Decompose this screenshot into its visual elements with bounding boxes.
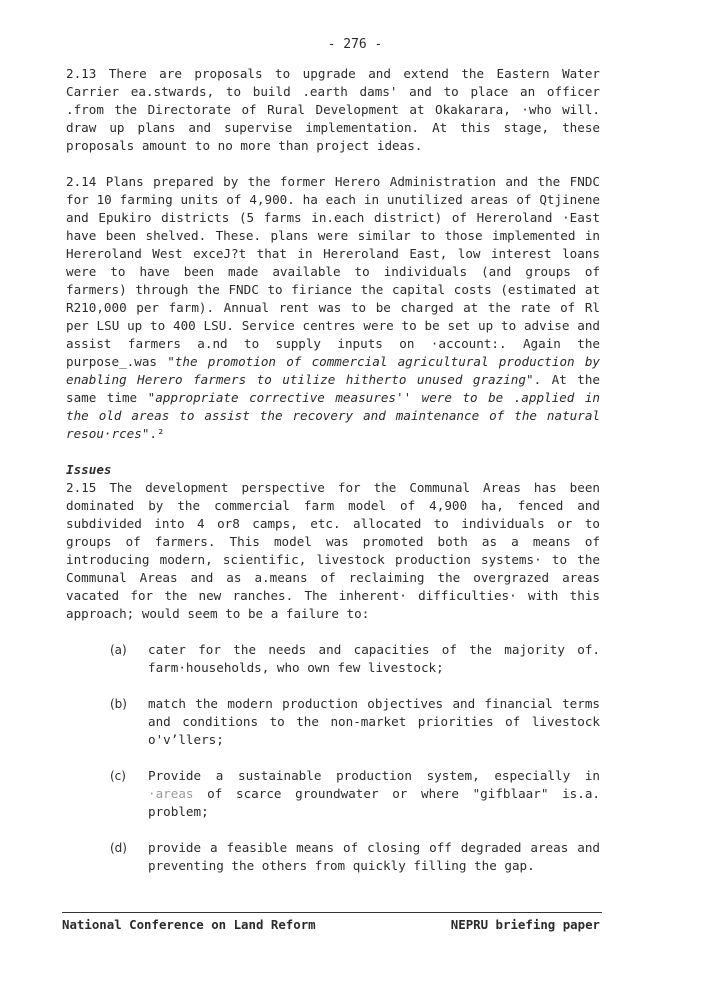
list-marker: (b) [110,697,127,711]
list-item [66,767,600,821]
quote-promotion: the promotion of commercial agricultural production by enabling Herero farmers to utilize hitherto unused grazing [66,354,600,387]
list-item [66,839,600,875]
list-item [66,695,600,749]
list-marker: (c) [110,769,126,783]
list-item [66,641,600,677]
page-number: - 276 - [327,37,383,52]
footer-divider [62,912,602,913]
footer-conference-title: National Conference on Land Reform [62,917,316,932]
failure-list [66,641,600,875]
list-marker: (d) [110,841,127,855]
list-marker: (a) [110,643,127,657]
footer-paper-title: NEPRU briefing paper [450,917,600,932]
paragraph-2-14-text: 2.14 Plans prepared by the former Herero Administration and the FNDC for 10 farming units of 4,900. ha each in unutilized areas of Qtjinene and Epukiro districts (5 farms in.each district) of Hereroland ·East have been shelved. These. plans were similar to those implemented in Hereroland West exceJ?t that in Hereroland East, low interest loans were to have been made available to individuals (and groups of farmers) through the FNDC to firiance the capital costs (estimated at R210,000 per farm). Annual rent was to be charged at the rate of Rl per LSU up to 400 LSU. Service centres were to be set up to advise and assist farmers a.nd to supply inputs on ·account:. Again the purpose_.was " [66,174,600,369]
paragraph-2-13: 2.13 There are proposals to upgrade and extend the Eastern Water Carrier ea.stwards, to build .earth dams' and to place an officer .from the Directorate of Rural Development at Okakarara, ·who will. draw up plans and supervise implementation. At this stage, these proposals amount to no more than project ideas. [66,66,600,153]
list-item-text [148,767,600,821]
page-body [66,65,600,893]
list-item-text-pre: Provide a sustainable production system, especially in [148,768,600,783]
list-item-text-post: of scarce groundwater or where "gifblaar" is.a. problem; [148,786,600,819]
list-item-text: provide a feasible means of closing off degraded areas and preventing the others from quickly filling the gap. [148,840,600,873]
list-item-text-faint: ·areas [148,786,194,801]
section-heading-issues: Issues [66,462,112,477]
paragraph-2-14 [66,173,600,443]
paragraph-2-14-text-3: ".² [141,426,165,441]
paragraph-2-15: 2.15 The development perspective for the Communal Areas has been dominated by the commercial farm model of 4,900 ha, fenced and subdivided into 4 or8 camps, etc. allocated to individuals or to groups of farmers. This model was promoted both as a means of introducing modern, scientific, livestock production systems· to the Communal Areas and as a.means of reclaiming the overgrazed areas vacated for the new ranches. The inherent· difficulties· with this approach; would seem to be a failure to: [66,480,600,621]
list-item-text: cater for the needs and capacities of the majority of. farm·households, who own few livestock; [148,642,600,675]
paragraph-2-14-text-2: ". At the same time [66,372,600,405]
quote-corrective-measures: "appropriate corrective measures'' were to be .applied in the old areas to assist the recovery and maintenance of the natural resou·rces [66,390,600,441]
list-item-text: match the modern production objectives and financial terms and conditions to the non-market priorities of livestock o'v’llers; [148,696,600,747]
